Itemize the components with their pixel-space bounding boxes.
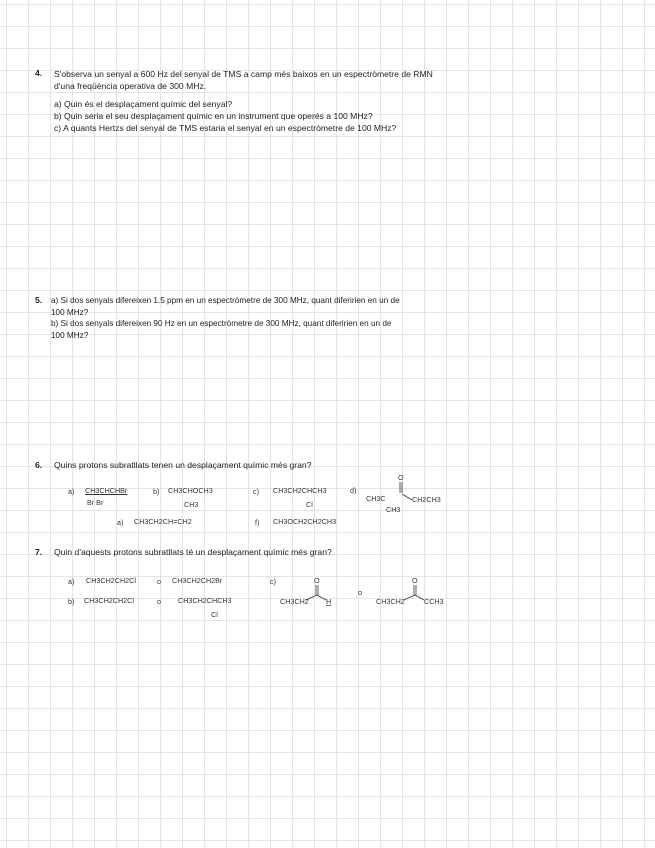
q6-d-right: CH2CH3 (412, 495, 441, 504)
q5-part-b-line1: b) Si dos senyals difereixen 90 Hz en un espectròmetre de 300 MHz, quant diferirien en un de (51, 319, 392, 328)
q6-d-left: CH3C (366, 494, 386, 503)
q7-number: 7. (35, 547, 43, 557)
q7-a-label: a) (68, 577, 75, 586)
q5-part-a-line2: 100 MHz? (51, 307, 89, 317)
q7-c-right: H (326, 597, 332, 606)
q6-a-formula: CH3CHCHBr (85, 486, 128, 495)
q5-part-a-line1: a) Si dos senyals difereixen 1.5 ppm en un espectròmetre de 300 MHz, quant diferirien en un de (51, 296, 400, 305)
q7-a-formula2: CH3CH2CH2Br (172, 576, 223, 585)
q4-text-line1: S'observa un senyal a 600 Hz del senyal de TMS a camp més baixos en un espectròmetre de RMN (54, 69, 433, 79)
q4-text (54, 68, 484, 92)
q6-text: Quins protons subratllats tenen un desplaçament químic més gran? (54, 460, 312, 470)
q6-d-sub: CH3 (386, 505, 401, 514)
q7-c-top: O (314, 576, 320, 585)
q6-b-sub: CH3 (184, 500, 199, 509)
q5-part-b-line2: 100 MHz? (51, 330, 89, 340)
q7-b-label: b) (68, 597, 75, 606)
q4-part-c: c) A quants Hertzs del senyal de TMS estaria el senyal en un espectròmetre de 100 MHz? (54, 123, 397, 133)
q4-number: 4. (35, 68, 43, 78)
q6-c-label: c) (253, 487, 259, 496)
q6-c-formula: CH3CH2CHCH3 (273, 486, 327, 495)
q7-b-formula1: CH3CH2CH2Cl (84, 596, 134, 605)
q6-b-label: b) (153, 487, 160, 496)
q4-part-a: a) Quin és el desplaçament químic del senyal? (54, 99, 233, 109)
q4-parts (54, 98, 396, 134)
q6-f-formula: CH3OCH2CH2CH3 (273, 517, 337, 526)
q7-a-formula1: CH3CH2CH2Cl (86, 576, 136, 585)
q5-parts (51, 295, 400, 341)
q6-e-label: a) (117, 518, 124, 527)
q7-c-label: c) (270, 577, 276, 586)
q7-c2-left: CH3CH2 (376, 597, 405, 606)
q6-c-sub: Cl (306, 500, 313, 509)
q7-c-left: CH3CH2 (280, 597, 309, 606)
q7-c-structure (280, 574, 355, 614)
q6-d-top: O (398, 473, 404, 482)
q7-c2-structure (376, 574, 461, 614)
q4-part-b: b) Quin seria el seu desplaçament químic en un instrument que operés a 100 MHz? (54, 111, 373, 121)
q6-a-sub: Br Br (87, 498, 104, 507)
q7-b-formula2: CH3CH2CHCH3 (178, 596, 232, 605)
q7-b-sub: Cl (211, 610, 218, 619)
q7-b-or: o (157, 597, 161, 606)
q7-c2-right: CCH3 (424, 597, 444, 606)
q6-d-structure (366, 472, 456, 512)
q4-text-line2: d'una freqüència operativa de 300 MHz. (54, 81, 207, 91)
q6-b-formula: CH3CHOCH3 (168, 486, 213, 495)
q7-c-or: o (358, 588, 362, 597)
q7-a-or: o (157, 577, 161, 586)
q6-e-formula: CH3CH2CH=CH2 (134, 517, 192, 526)
q6-number: 6. (35, 460, 43, 470)
q6-a-label: a) (68, 487, 75, 496)
q7-c2-top: O (412, 576, 418, 585)
q6-f-label: f) (255, 518, 260, 527)
q6-d-label: d) (350, 486, 357, 495)
q5-number: 5. (35, 295, 43, 305)
q7-text: Quin d'aquests protons subratllats té un desplaçament químic més gran? (54, 547, 332, 557)
